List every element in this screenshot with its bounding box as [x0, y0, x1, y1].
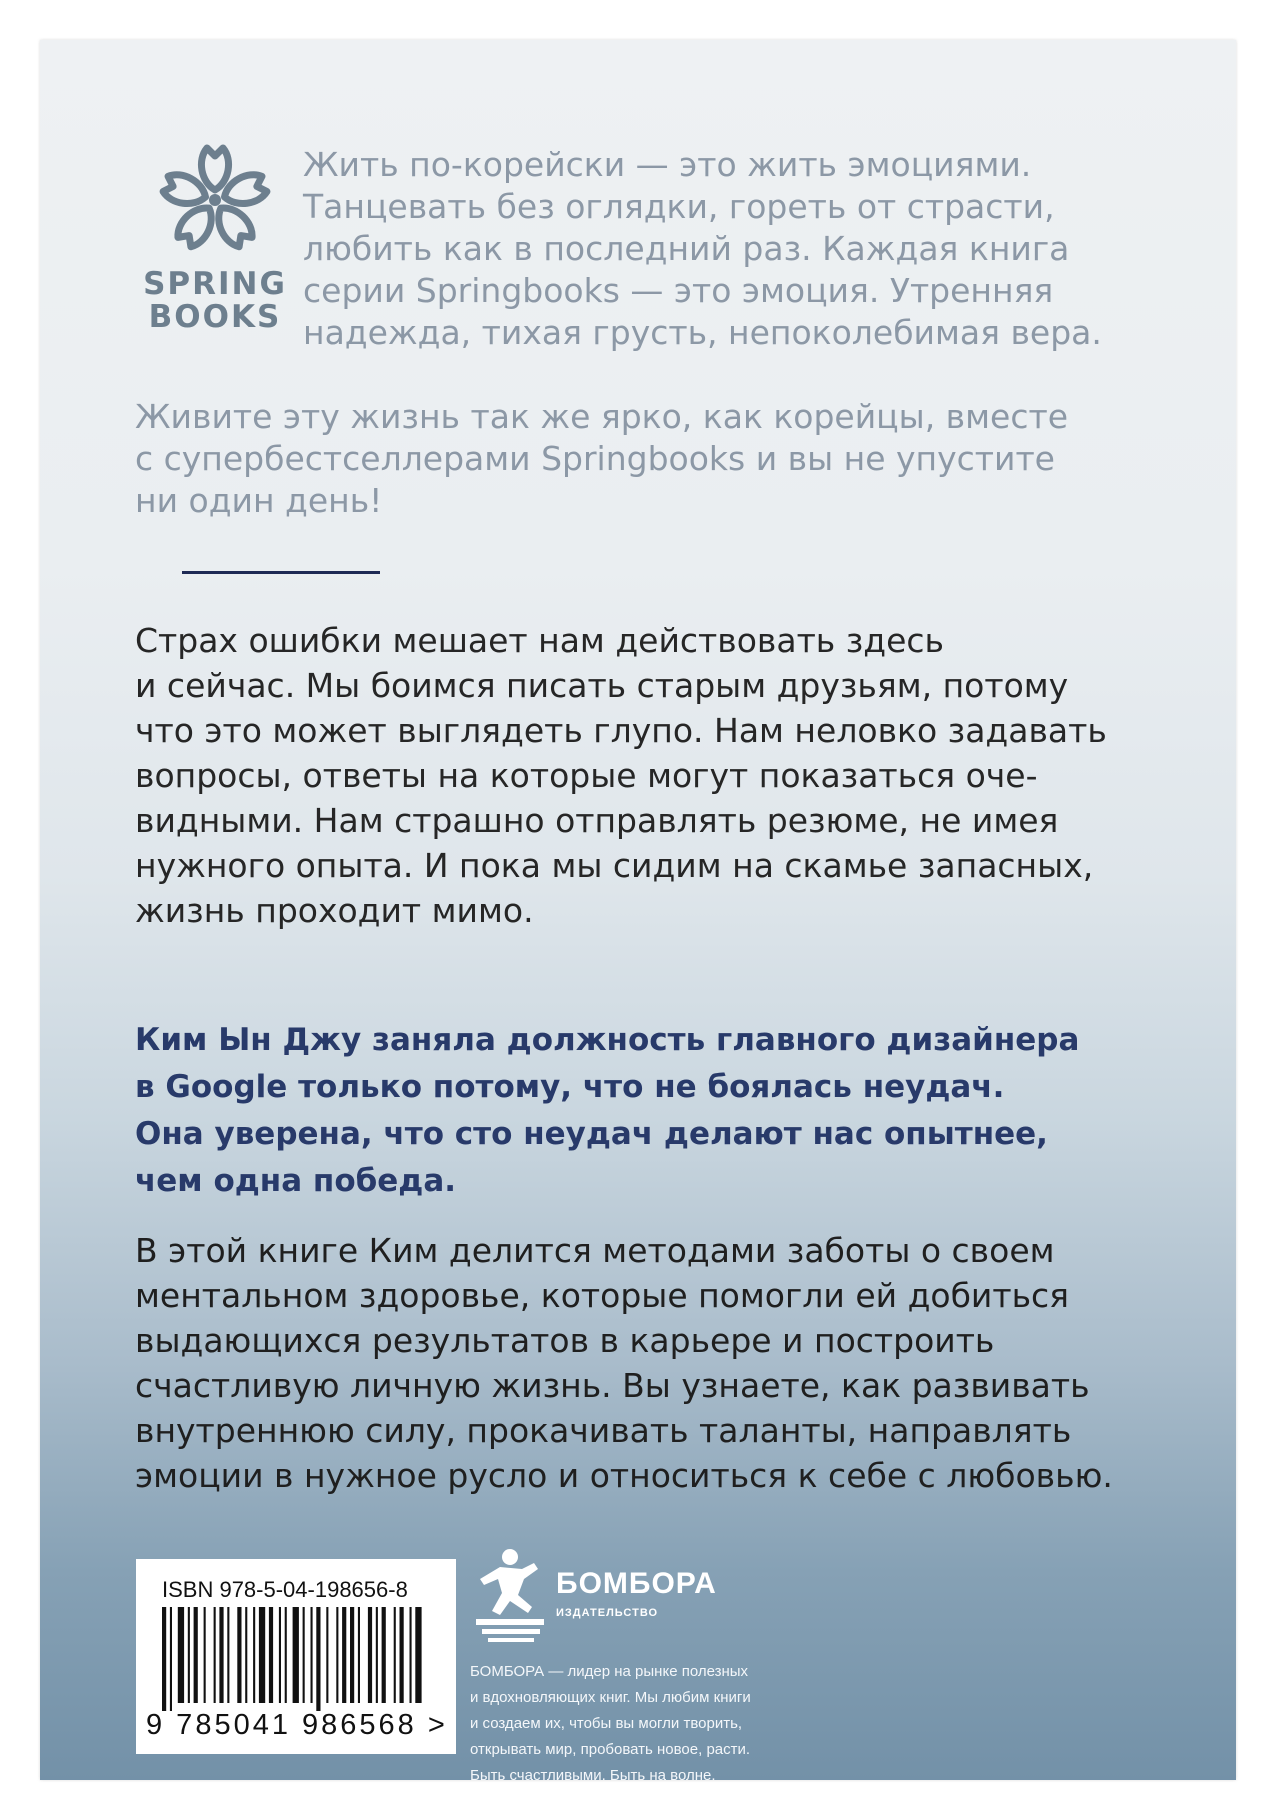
publisher-line: открывать мир, пробовать новое, расти.	[470, 1741, 751, 1758]
flower-icon	[155, 140, 275, 260]
barcode-bar	[178, 1607, 184, 1703]
body-line: что это может выглядеть глупо. Нам неловко задавать	[135, 711, 1107, 750]
barcode-bar	[382, 1607, 386, 1703]
body-line: счастливую личную жизнь. Вы узнаете, как развивать	[135, 1366, 1090, 1405]
highlight-line: Она уверена, что сто неудач делают нас опытнее,	[135, 1116, 1048, 1152]
barcode-bar	[400, 1607, 404, 1703]
barcode-bar	[376, 1607, 378, 1703]
body-line: Страх ошибки мешает нам действовать здесь	[135, 621, 944, 660]
barcode-bar	[394, 1607, 396, 1703]
barcode-bar	[170, 1607, 172, 1711]
book-back-cover	[40, 40, 1236, 1784]
body-line: вопросы, ответы на которые могут показаться оче-	[135, 756, 1038, 795]
publisher-name: БОМБОРА	[556, 1567, 717, 1600]
barcode-bar	[303, 1607, 305, 1703]
intro2-line: Живите эту жизнь так же ярко, как корейцы, вместе	[135, 397, 1068, 436]
barcode-bar	[293, 1607, 299, 1703]
highlight-line: в Google только потому, что не боялась неудач.	[135, 1069, 1005, 1105]
body-line: В этой книге Ким делится методами заботы о своем	[135, 1231, 1055, 1270]
series-intro-2	[135, 396, 1068, 522]
barcode-bar	[285, 1607, 287, 1703]
publisher-line: и создаем их, чтобы вы могли творить,	[470, 1715, 743, 1732]
body-line: и сейчас. Мы боимся писать старым друзьям, потому	[135, 666, 1069, 705]
body-line: выдающихся результатов в карьере и построить	[135, 1321, 995, 1360]
publisher-line: Быть счастливыми. Быть на волне.	[470, 1767, 716, 1784]
barcode-bar	[253, 1607, 255, 1703]
barcode-bar	[245, 1607, 247, 1703]
barcode-bar	[259, 1607, 265, 1703]
barcode-bar	[368, 1607, 372, 1703]
barcode-bars	[162, 1607, 424, 1711]
body-line: эмоции в нужное русло и относиться к себе с любовью.	[135, 1456, 1113, 1495]
barcode-bar	[214, 1607, 216, 1703]
publisher-description	[470, 1659, 751, 1789]
springbooks-logo	[125, 140, 305, 334]
description-paragraph-3	[135, 1228, 1113, 1498]
series-intro	[303, 144, 1102, 354]
barcode-bar	[350, 1607, 354, 1703]
barcode-bar	[269, 1607, 273, 1703]
intro-line: надежда, тихая грусть, непоколебимая вера.	[303, 313, 1102, 352]
runner-logo-icon	[470, 1545, 550, 1645]
isbn-number: ISBN 978-5-04-198656-8	[162, 1577, 408, 1602]
highlight-line: чем одна победа.	[135, 1163, 457, 1199]
body-line: жизнь проходит мимо.	[135, 891, 534, 930]
section-divider	[182, 571, 380, 574]
barcode-bar	[336, 1607, 338, 1703]
barcode-bar	[204, 1607, 206, 1703]
intro-line: любить как в последний раз. Каждая книга	[303, 229, 1070, 268]
barcode-bar	[219, 1607, 223, 1703]
barcode-bar	[227, 1607, 229, 1703]
barcode-bar	[311, 1607, 313, 1703]
barcode-bar	[316, 1607, 320, 1711]
logo-line-spring: SPRING	[143, 266, 287, 302]
publisher-line: БОМБОРА — лидер на рынке полезных	[470, 1663, 749, 1680]
barcode-bar	[279, 1607, 281, 1703]
logo-line-books: BOOKS	[148, 299, 282, 335]
barcode-bar	[415, 1607, 421, 1703]
description-paragraph-1	[135, 618, 1107, 933]
highlight-line: Ким Ын Джу заняла должность главного дизайнера	[135, 1022, 1080, 1058]
publisher-line: и вдохновляющих книг. Мы любим книги	[470, 1689, 751, 1706]
barcode-bar	[237, 1607, 241, 1703]
publisher-subtitle: ИЗДАТЕЛЬСТВО	[556, 1607, 659, 1619]
intro-line: серии Springbooks — это эмоция. Утренняя	[303, 271, 1054, 310]
body-line: видными. Нам страшно отправлять резюме, не имея	[135, 801, 1059, 840]
barcode-bar	[410, 1607, 412, 1703]
barcode-bar	[326, 1607, 328, 1703]
intro2-line: ни один день!	[135, 481, 383, 520]
body-line: ментальном здоровье, которые помогли ей добиться	[135, 1276, 1070, 1315]
barcode-bar	[342, 1607, 346, 1703]
body-line: внутреннюю силу, прокачивать таланты, направлять	[135, 1411, 1072, 1450]
intro2-line: с супербестселлерами Springbooks и вы не упустите	[135, 439, 1055, 478]
author-highlight	[135, 1017, 1079, 1205]
barcode-digits: 9 785041 986568 >	[146, 1709, 448, 1741]
intro-line: Жить по-корейски — это жить эмоциями.	[303, 145, 1032, 184]
barcode-bar	[162, 1607, 166, 1711]
barcode-bar	[194, 1607, 198, 1703]
body-line: нужного опыта. И пока мы сидим на скамье запасных,	[135, 846, 1094, 885]
barcode-bar	[188, 1607, 190, 1703]
barcode-bar	[358, 1607, 360, 1703]
intro-line: Танцевать без оглядки, гореть от страсти,	[303, 187, 1055, 226]
barcode-panel	[136, 1559, 456, 1754]
